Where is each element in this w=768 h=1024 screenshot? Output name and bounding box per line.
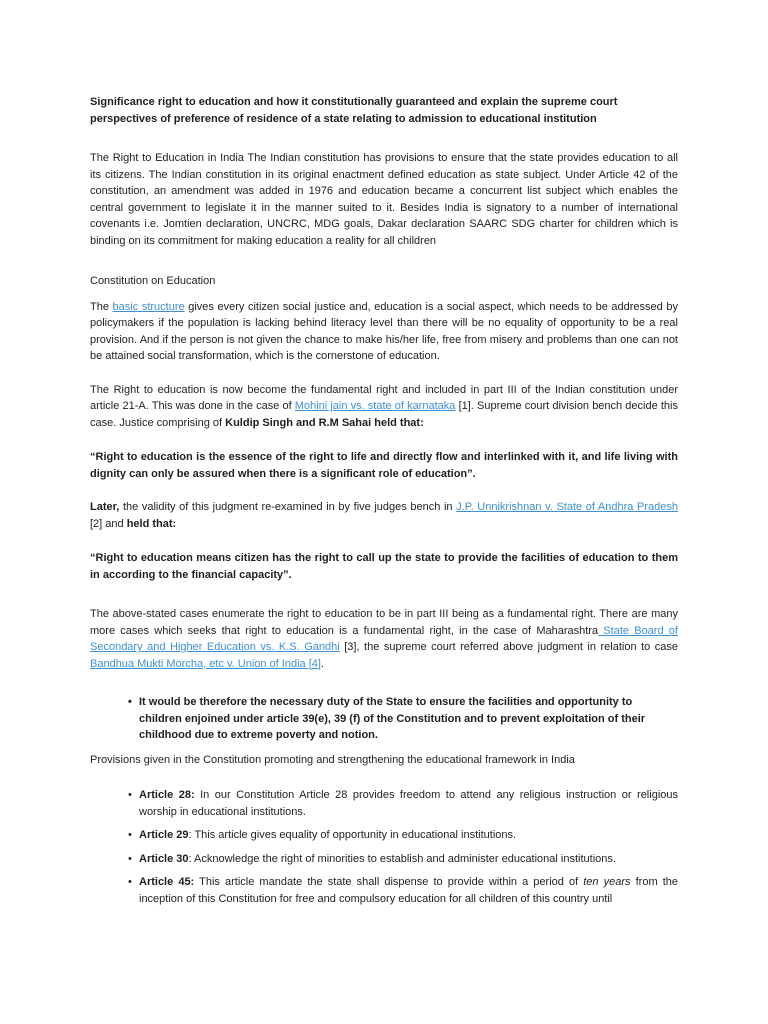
basic-structure-paragraph: The basic structure gives every citizen social justice and, education is a social aspect, which needs to be addressed by policymakers if the population is lacking behind literacy level than there will be no equality of opportunity to be a real provision. And if the person is not given the chance to make his/her life, free from misery and problems than one can not be attained social transformation, which is the cornerstone of education. bbox=[90, 300, 678, 362]
quote-essence-of-life: “Right to education is the essence of the right to life and directly flow and interlinked with it, and life living with dignity can only be assured when there is a significant role of education”. bbox=[90, 451, 678, 480]
intro-paragraph: The Right to Education in India The Indian constitution has provisions to ensure that the state provides education to all its citizens. The Indian constitution in its original enactment defined education as state subject. Under Article 42 of the constitution, an amendment was added in 1976 and education became a concurrent list subject which enables the central government to legislate it in the manner suited to it. Besides India is signatory to a number of international covenants i.e. Jomtien declaration, UNCRC, MDG goals, Dakar declaration SAARC SDG charter for children which is binding on its commitment for making education a reality for all children bbox=[90, 152, 678, 247]
unnikrishnan-case-link[interactable]: J.P. Unnikrishnan v. State of Andhra Pradesh bbox=[456, 501, 678, 513]
constitution-heading: Constitution on Education bbox=[90, 275, 216, 287]
list-item: • It would be therefore the necessary duty of the State to ensure the facilities and opportunity to children enjoined under article 39(e), 39 (f) of the Constitution and to prevent exploitation of their childhood due to extreme poverty and notion. bbox=[128, 696, 646, 741]
quote-financial-capacity: “Right to education means citizen has the right to call up the state to provide the facilities of education to them in according to the financial capacity”. bbox=[90, 552, 678, 581]
basic-structure-link[interactable]: basic structure bbox=[112, 300, 185, 313]
bullet-icon: • bbox=[128, 876, 132, 888]
list-item-article-30: • Article 30: Acknowledge the right of minorities to establish and administer educational institutions. bbox=[90, 851, 678, 868]
judges-names: Kuldip Singh and R.M Sahai held that: bbox=[225, 416, 424, 429]
list-item-article-28: • Article 28: In our Constitution Article 28 provides freedom to attend any religious instruction or religious worship in educational institutions. bbox=[128, 789, 678, 818]
mohini-jain-case-link[interactable]: Mohini jain vs. state of karnataka bbox=[294, 400, 456, 412]
right-to-education-paragraph: The Right to education is now become the fundamental right and included in part III of the Indian constitution under article 21-A. This was done in the case of Mohini jain vs. state of karnataka [1]. Supreme court division bench decide this case. Justice comprising of Kuldip Singh and R.M Sahai held that: bbox=[90, 383, 678, 429]
document-title: Significance right to education and how it constitutionally guaranteed and explain the supreme court perspectives of preference of residence of a state relating to admission to educational institution bbox=[90, 96, 618, 125]
bullet-icon: • bbox=[128, 829, 132, 841]
list-item-article-45: • Article 45: This article mandate the state shall dispense to provide within a period of ten years from the inception of this Constitution for free and compulsory education for all children of this country until bbox=[128, 876, 678, 905]
articles-list bbox=[90, 787, 678, 907]
list-item-article-29: • Article 29: This article gives equality of opportunity in educational institutions. bbox=[90, 827, 678, 844]
duty-list bbox=[90, 694, 678, 744]
bullet-icon: • bbox=[128, 696, 132, 708]
ks-gandhi-case-link[interactable]: State Board of Secondary and Higher Education vs. K.S. Gandhi bbox=[90, 624, 678, 653]
cases-paragraph: The above-stated cases enumerate the right to education to be in part III being as a fundamental right. There are many more cases which seeks that right to education is a fundamental right, in the case of Maharashtra State Board of Secondary and Higher Education vs. K.S. Gandhi [3], the supreme court referred above judgment in relation to case Bandhua Mukti Morcha, etc v. Union of India [4]. bbox=[90, 608, 679, 670]
bullet-icon: • bbox=[128, 789, 132, 801]
bullet-icon: • bbox=[128, 852, 132, 865]
bandhua-mukti-morcha-link[interactable]: Bandhua Mukti Morcha, etc v. Union of India [4] bbox=[90, 657, 321, 670]
provisions-heading: Provisions given in the Constitution promoting and strengthening the educational framework in India bbox=[90, 753, 575, 766]
later-paragraph: Later, the validity of this judgment re-examined in by five judges bench in J.P. Unnikrishnan v. State of Andhra Pradesh [2] and held that: bbox=[90, 501, 678, 530]
